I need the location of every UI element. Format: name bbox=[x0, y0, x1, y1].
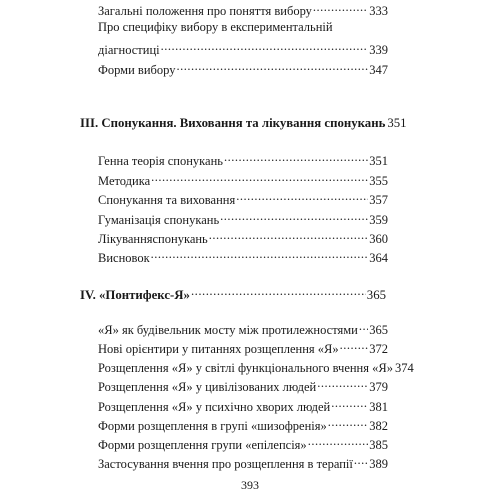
leader-dots bbox=[308, 434, 369, 449]
toc-entry-page: 360 bbox=[369, 232, 388, 246]
leader-dots bbox=[328, 415, 368, 430]
toc-entry bbox=[98, 357, 414, 376]
toc-entry-page: 355 bbox=[369, 174, 388, 188]
toc-entry bbox=[98, 415, 388, 434]
toc-entry-title-line1: Про специфіку вибору в експериментальній bbox=[98, 20, 333, 34]
toc-entry-title: Методика bbox=[98, 174, 151, 188]
leader-dots bbox=[161, 39, 369, 54]
toc-entry bbox=[98, 20, 388, 58]
toc-entry-title: Нові орієнтири у питаннях розщеплення «Я» bbox=[98, 342, 339, 356]
leader-dots bbox=[317, 376, 368, 391]
toc-entry bbox=[98, 396, 388, 415]
toc-entry-page: 381 bbox=[369, 400, 388, 414]
toc-entry bbox=[98, 247, 388, 266]
leader-dots bbox=[313, 0, 368, 15]
toc-entry bbox=[98, 170, 388, 189]
toc-entry-title: Форми розщеплення в групі «шизофренія» bbox=[98, 419, 327, 433]
toc-entry-page: 365 bbox=[369, 323, 388, 337]
toc-entry-title: Форми розщеплення групи «епілепсія» bbox=[98, 438, 307, 452]
toc-entry-title: Висновок bbox=[98, 251, 150, 265]
toc-entry-title: Форми вибору bbox=[98, 63, 176, 77]
leader-dots bbox=[354, 453, 368, 468]
section-heading bbox=[80, 112, 407, 131]
toc-entry-page: 379 bbox=[369, 380, 388, 394]
leader-dots bbox=[220, 209, 368, 224]
toc-entry bbox=[98, 209, 388, 228]
toc-entry-title: Лікуванняспонукань bbox=[98, 232, 208, 246]
toc-entry-title: Гуманізація спонукань bbox=[98, 213, 220, 227]
toc-entry bbox=[98, 0, 388, 19]
leader-dots bbox=[151, 170, 368, 185]
leader-dots bbox=[191, 284, 366, 299]
leader-dots bbox=[340, 338, 369, 353]
leader-dots bbox=[224, 150, 368, 165]
leader-dots bbox=[236, 189, 368, 204]
section-page: 351 bbox=[387, 116, 407, 130]
toc-entry-title: діагностиці bbox=[98, 43, 160, 57]
toc-entry-title: Застосування вчення про розщеплення в терапії bbox=[98, 457, 353, 471]
page-number: 393 bbox=[241, 478, 259, 492]
toc-entry-page: 351 bbox=[369, 154, 388, 168]
toc-entry bbox=[98, 434, 388, 453]
toc-entry-page: 333 bbox=[369, 4, 388, 18]
toc-entry-page: 389 bbox=[369, 457, 388, 471]
toc-entry bbox=[98, 338, 388, 357]
toc-entry bbox=[98, 453, 388, 472]
leader-dots bbox=[176, 59, 368, 74]
toc-entry-title: Генна теорія спонукань bbox=[98, 154, 223, 168]
section-title: IV. «Понтифекс-Я» bbox=[80, 288, 190, 302]
toc-entry bbox=[98, 189, 388, 208]
leader-dots bbox=[359, 319, 368, 334]
toc-entry-page: 347 bbox=[369, 63, 388, 77]
toc-entry-title: Загальні положення про поняття вибору bbox=[98, 4, 312, 18]
toc-entry-page: 357 bbox=[369, 193, 388, 207]
toc-entry-page: 374 bbox=[394, 361, 414, 375]
leader-dots bbox=[209, 228, 368, 243]
toc-entry-page: 364 bbox=[369, 251, 388, 265]
leader-dots bbox=[331, 396, 368, 411]
section-page: 365 bbox=[366, 288, 386, 302]
toc-entry-page: 339 bbox=[369, 43, 388, 57]
section-heading bbox=[80, 284, 386, 303]
toc-entry bbox=[98, 59, 388, 78]
toc-entry bbox=[98, 319, 388, 338]
toc-entry-title: «Я» як будівельник мосту між протилежностями bbox=[98, 323, 358, 337]
toc-entry bbox=[98, 376, 388, 395]
toc-entry bbox=[98, 150, 388, 169]
toc-entry-title: Розщеплення «Я» у цивілізованих людей bbox=[98, 380, 317, 394]
toc-entry bbox=[98, 228, 388, 247]
toc-entry-page: 359 bbox=[369, 213, 388, 227]
toc-entry-page: 382 bbox=[369, 419, 388, 433]
toc-entry-title: Спонукання та виховання bbox=[98, 193, 236, 207]
section-title: ІІІ. Спонукання. Виховання та лікування спонукань bbox=[80, 116, 386, 130]
leader-dots bbox=[151, 247, 369, 262]
toc-entry-page: 385 bbox=[369, 438, 388, 452]
toc-entry-title: Розщеплення «Я» у світлі функціонального вчення «Я» bbox=[98, 361, 393, 375]
toc-entry-page: 372 bbox=[369, 342, 388, 356]
toc-entry-title: Розщеплення «Я» у психічно хворих людей bbox=[98, 400, 331, 414]
